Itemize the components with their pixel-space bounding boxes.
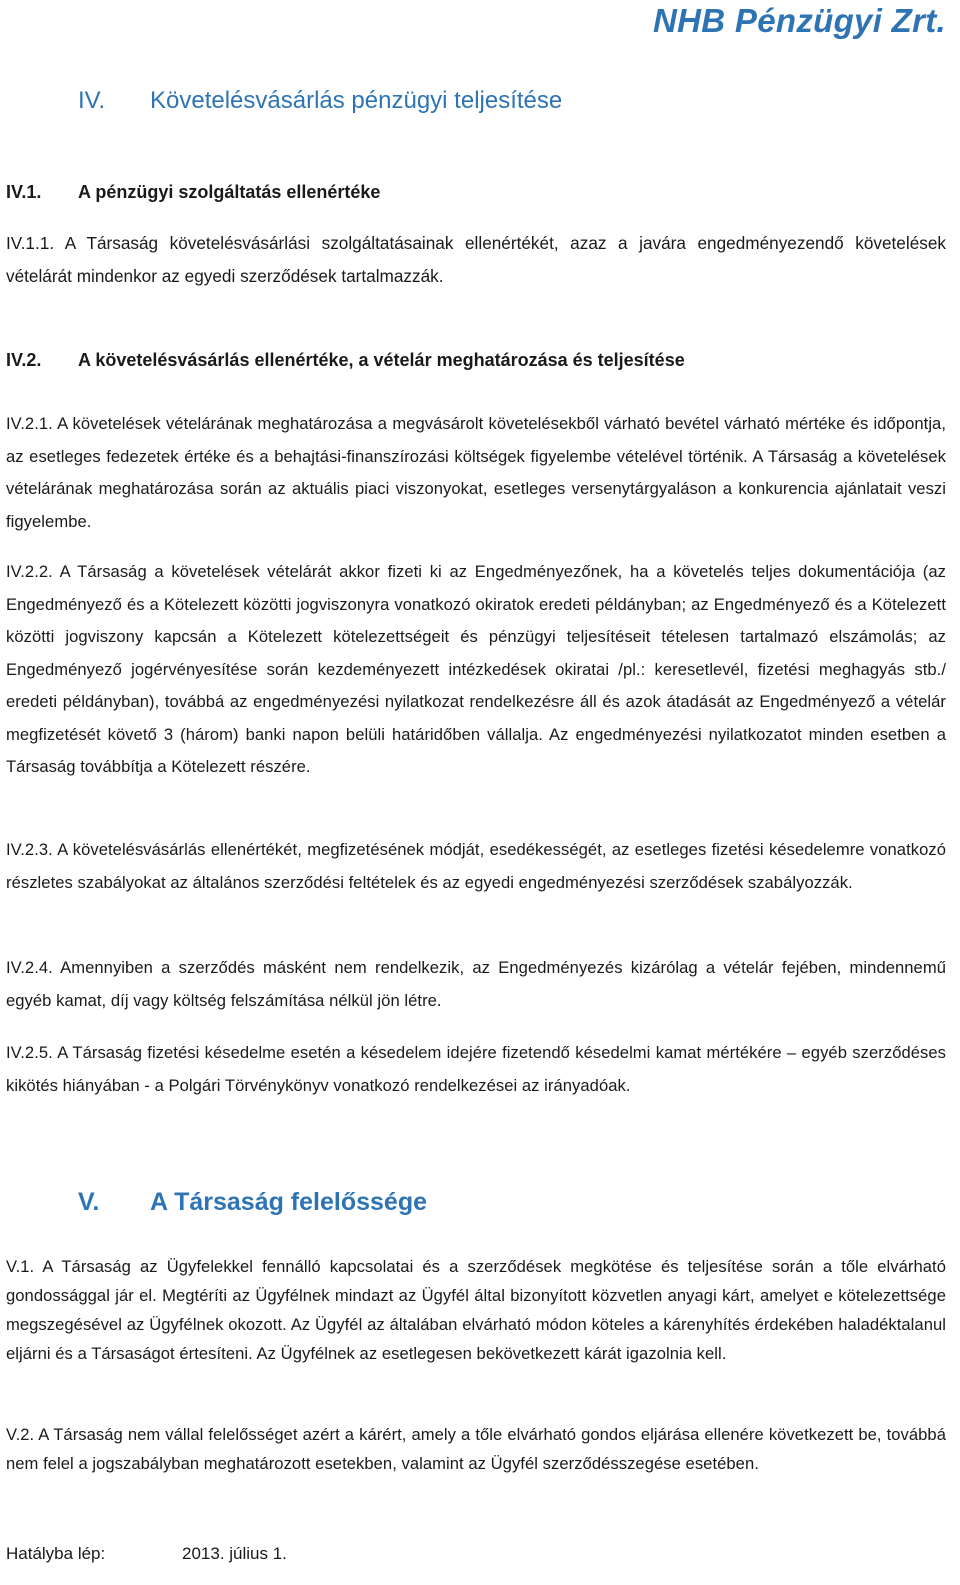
subsection-4-2-heading <box>6 348 685 372</box>
effective-date <box>6 1541 287 1567</box>
subsection-4-1-title: A pénzügyi szolgáltatás ellenértéke <box>78 182 381 202</box>
effective-date-label: Hatályba lép: <box>6 1544 106 1563</box>
paragraph-4-2-3: IV.2.3. A követelésvásárlás ellenértékét, megfizetésének módját, esedékességét, az esetleges fizetési késedelemre vonatkozó részletes szabályokat az általános szerződési feltételek és az egyedi engedményezési szerződések szabályozzák. <box>6 840 946 892</box>
paragraph-4-2-4: IV.2.4. Amennyiben a szerződés másként nem rendelkezik, az Engedményezés kizárólag a vételár fejében, mindennemű egyéb kamat, díj vagy költség felszámítása nélkül jön létre. <box>6 958 946 1010</box>
section-4-heading <box>78 86 562 116</box>
section-5-number: V. <box>78 1188 100 1216</box>
subsection-4-2-title: A követelésvásárlás ellenértéke, a vételár meghatározása és teljesítése <box>78 350 685 370</box>
paragraph-4-2-5: IV.2.5. A Társaság fizetési késedelme esetén a késedelem idejére fizetendő késedelmi kamat mértékére – egyéb szerződéses kikötés hiányában - a Polgári Törvénykönyv vonatkozó rendelkezései az irányadóak. <box>6 1043 946 1095</box>
paragraph-4-1-1: IV.1.1. A Társaság követelésvásárlási szolgáltatásainak ellenértékét, azaz a javára engedményezendő követelések vételárát mindenkor az egyedi szerződések tartalmazzák. <box>6 233 946 286</box>
subsection-4-2-number: IV.2. <box>6 350 42 370</box>
company-brand: NHB Pénzügyi Zrt. <box>653 2 946 39</box>
section-4-number: IV. <box>78 87 106 114</box>
paragraph-5-2: V.2. A Társaság nem vállal felelősséget azért a kárért, amely a tőle elvárható gondos eljárása ellenére következett be, továbbá nem felel a jogszabályban meghatározott esetekben, valamint az Ügyfél szerződésszegése esetében. <box>6 1425 946 1473</box>
section-5-title: A Társaság felelőssége <box>150 1188 427 1216</box>
paragraph-5-1: V.1. A Társaság az Ügyfelekkel fennálló kapcsolatai és a szerződések megkötése és teljesítése során a tőle elvárható gondossággal jár el. Megtéríti az Ügyfélnek mindazt az Ügyfél által bizonyított közvetlen anyagi kárt, amelyet e kötelezettsége megszegésével az Ügyfélnek okozott. Az Ügyfél az általában elvárható módon köteles a kárenyhítés érdekében haladéktalanul eljárni és a Társaságot értesíteni. Az Ügyfélnek az esetlegesen bekövetkezett kárát igazolnia kell. <box>6 1257 946 1363</box>
subsection-4-1-heading <box>6 180 380 204</box>
section-5-heading <box>78 1187 427 1217</box>
section-4-title: Követelésvásárlás pénzügyi teljesítése <box>150 87 563 114</box>
paragraph-4-2-1: IV.2.1. A követelések vételárának meghatározása a megvásárolt követelésekből várható bevétel várható mértéke és időpontja, az esetleges fedezetek értéke és a behajtási-finanszírozási költségek figyelembe vételével történik. A Társaság a követelések vételárának meghatározása során az aktuális piaci viszonyokat, esetleges versenytárgyaláson a konkurencia ajánlatait veszi figyelembe. <box>6 414 946 531</box>
paragraph-4-2-2: IV.2.2. A Társaság a követelések vételárát akkor fizeti ki az Engedményezőnek, ha a követelés teljes dokumentációja (az Engedményező és a Kötelezett közötti jogviszonyra vonatkozó okiratok eredeti példányban; az Engedményező és a Kötelezett közötti jogviszony kapcsán a Kötelezett kötelezettségeit és pénzügyi teljesítéseit tételesen tartalmazó elszámolás; az Engedményező jogérvényesítése során kezdeményezett intézkedések okiratai /pl.: keresetlevél, fizetési meghagyás stb./ eredeti példányban), továbbá az engedményezési nyilatkozat rendelkezésre áll és azok átadását az Engedményező a vételár megfizetését követő 3 (három) banki napon belüli határidőben vállalja. Az engedményezési nyilatkozatot minden esetben a Társaság továbbítja a Kötelezett részére. <box>6 562 946 776</box>
subsection-4-1-number: IV.1. <box>6 182 42 202</box>
effective-date-value: 2013. július 1. <box>182 1544 287 1563</box>
